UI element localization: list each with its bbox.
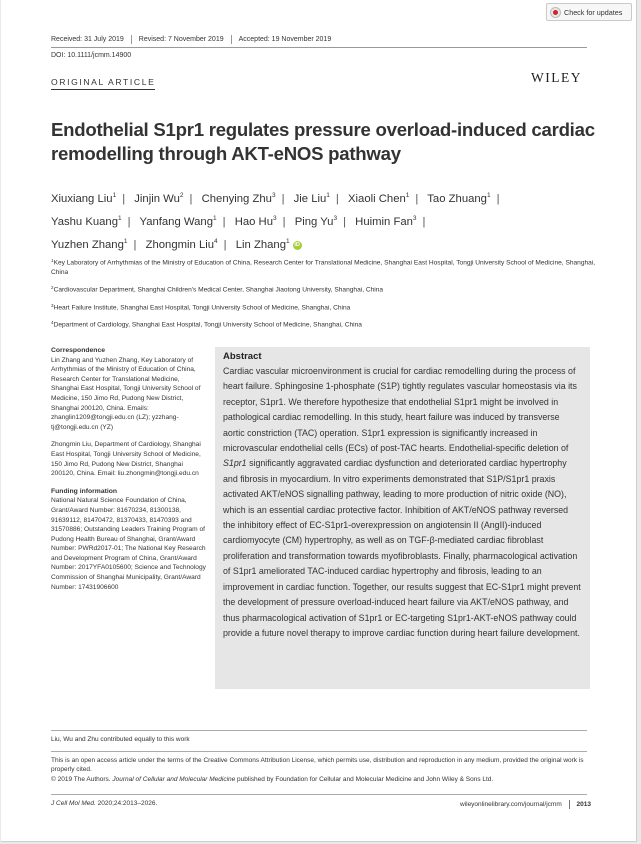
correspondence-text-2: Zhongmin Liu, Department of Cardiology, Shanghai East Hospital, Tongji University School of Medicine, 150 Jimo Rd, Pudong New District, Shanghai 200120, China. Email: liu.zhongmin@tongji.edu.cn bbox=[51, 441, 201, 478]
affiliation-text: Heart Failure Institute, Shanghai East Hospital, Tongji University School of Medicine, Shanghai, China bbox=[53, 304, 351, 312]
footer-separator bbox=[569, 800, 570, 809]
author-name[interactable] bbox=[348, 193, 409, 205]
author-affiliation-marker: 1 bbox=[326, 192, 330, 199]
affiliation-item bbox=[51, 283, 596, 295]
article-page bbox=[1, 0, 637, 842]
journal-abbrev: J Cell Mol Med. bbox=[51, 800, 96, 807]
author-name-text: Jinjin Wu bbox=[134, 193, 180, 205]
journal-url[interactable]: wileyonlinelibrary.com/journal/jcmm bbox=[459, 801, 562, 808]
author-name-text: Huimin Fan bbox=[355, 216, 413, 228]
license-text bbox=[51, 756, 591, 784]
author-name-text: Lin Zhang bbox=[235, 239, 286, 251]
correspondence-text: Lin Zhang and Yuzhen Zhang, Key Laboratory of Arrhythmias of the Ministry of Education of China, Research Center for Translational Medicine, Shanghai East Hospital, Tongji University School of Medicine, 150 Jimo Rd, Pudong New District, Shanghai 200120, China. Emails: zhanglin1209@tongji.edu.cn (LZ); yzzhang-tj@tongji.edu.cn (YZ) bbox=[51, 356, 201, 431]
author-separator: | bbox=[281, 193, 285, 205]
author-name-text: Ping Yu bbox=[294, 216, 334, 228]
author-name[interactable] bbox=[295, 216, 337, 228]
author-name-text: Hao Hu bbox=[234, 216, 273, 228]
article-dates bbox=[51, 35, 338, 44]
affiliations bbox=[51, 256, 596, 336]
author-name[interactable] bbox=[146, 239, 218, 251]
author-name-text: Chenying Zhu bbox=[201, 193, 272, 205]
author-affiliation-marker: 1 bbox=[112, 192, 117, 199]
author-affiliation-marker: 3 bbox=[412, 215, 417, 222]
author-affiliation-marker: 1 bbox=[285, 238, 290, 245]
affiliation-item bbox=[51, 256, 596, 277]
funding-heading: Funding information bbox=[51, 487, 118, 495]
author-name-text: Yuzhen Zhang bbox=[51, 239, 124, 251]
crossmark-icon bbox=[550, 7, 561, 18]
affiliation-text: Key Laboratory of Arrhythmias of the Ministry of Education of China, Research Center for Translational Medicine, Shanghai East Hospital, Tongji University School of Medicine, Shanghai, China bbox=[51, 259, 596, 276]
author-name[interactable] bbox=[202, 193, 276, 205]
author-name[interactable] bbox=[51, 216, 122, 228]
author-name[interactable] bbox=[51, 193, 116, 205]
abstract-heading: Abstract bbox=[223, 351, 262, 362]
license-divider bbox=[51, 751, 587, 752]
author-affiliation-marker: 1 bbox=[212, 215, 217, 222]
affiliation-number: 3 bbox=[51, 302, 54, 308]
author-separator: | bbox=[127, 216, 131, 228]
affiliation-item bbox=[51, 301, 596, 313]
copyright-pre: © 2019 The Authors. bbox=[51, 775, 113, 783]
author-affiliation-marker: 3 bbox=[273, 215, 277, 222]
affiliation-text: Cardiovascular Department, Shanghai Children's Medical Center, Shanghai Jiaotong University, Shanghai, China bbox=[53, 286, 384, 294]
author-name[interactable] bbox=[236, 239, 302, 251]
author-affiliation-marker: 3 bbox=[271, 192, 276, 199]
author-name-text: Tao Zhuang bbox=[427, 193, 487, 205]
affiliation-number: 2 bbox=[51, 284, 54, 290]
affiliation-text: Department of Cardiology, Shanghai East Hospital, Tongji University School of Medicine, Shanghai, China bbox=[53, 321, 362, 329]
correspondence-section bbox=[51, 346, 207, 432]
author-name-text: Yashu Kuang bbox=[51, 216, 118, 228]
footer-right bbox=[460, 800, 591, 809]
affiliation-number: 1 bbox=[51, 258, 54, 263]
author-separator: | bbox=[415, 193, 419, 205]
author-affiliation-marker: 3 bbox=[333, 215, 338, 222]
contribution-note: Liu, Wu and Zhu contributed equally to this work bbox=[51, 736, 190, 743]
author-separator: | bbox=[122, 193, 126, 205]
author-name[interactable] bbox=[140, 216, 217, 228]
citation-details: 2020;24:2013–2026. bbox=[95, 800, 158, 807]
abstract-part-2: significantly aggravated cardiac dysfunction and deteriorated cardiac hypertrophy and fibrosis in myocardium. In vitro experiments demonstrated that S1P/S1pr1 praxis activated AKT/eNOS signalling pathway, leading to more production of nitric oxide (NO), which is an essential cardiac protective factor. Inhibition of AKT/eNOS pathway reversed the inhibitory effect of EC-S1pr1-overexpression on angiotensin II (AngII)-induced cardiomyocyte (CM) hypertrophy, as well as on TGF-β-mediated cardiac fibroblast proliferation and transformation towards myofibroblasts. Finally, pharmacological activation of S1pr1 ameliorated TAC-induced cardiac hypertrophy and fibrosis, leading to an improvement in cardiac function. Together, our results suggest that EC-S1pr1 might prevent the development of pressure overload-induced heart failure via AKT/eNOS pathway, and thus pharmacological activation of S1pr1 or EC-targeting S1pr1-AKT-eNOS pathway could provide a future novel therapy to improve cardiac function during heart failure development. bbox=[223, 458, 581, 638]
author-name-text: Xiuxiang Liu bbox=[51, 193, 113, 205]
author-separator: | bbox=[496, 193, 500, 205]
author-separator: | bbox=[335, 193, 339, 205]
abstract-gene-name: S1pr1 bbox=[223, 458, 247, 469]
journal-name: Journal of Cellular and Molecular Medicine bbox=[112, 775, 236, 783]
author-affiliation-marker: 1 bbox=[123, 238, 128, 245]
doi[interactable]: DOI: 10.1111/jcmm.14900 bbox=[51, 52, 132, 59]
author-name[interactable] bbox=[427, 193, 490, 205]
accepted-date: Accepted: 19 November 2019 bbox=[231, 35, 339, 44]
correspondence-heading: Correspondence bbox=[51, 347, 106, 354]
author-affiliation-marker: 1 bbox=[118, 215, 122, 222]
article-title: Endothelial S1pr1 regulates pressure overload-induced cardiac remodelling through AKT-eNOS pathway bbox=[51, 119, 595, 164]
correspondence-section-2 bbox=[51, 440, 207, 478]
orcid-icon[interactable]: iD bbox=[294, 242, 300, 248]
page-number: 2013 bbox=[576, 801, 591, 808]
affiliation-item bbox=[51, 318, 596, 330]
author-name[interactable] bbox=[294, 193, 330, 205]
abstract-box bbox=[215, 347, 590, 689]
author-separator: | bbox=[222, 216, 226, 228]
author-name[interactable] bbox=[51, 239, 128, 251]
sidebar-info bbox=[51, 346, 207, 600]
article-type: ORIGINAL ARTICLE bbox=[51, 77, 155, 90]
affiliation-number: 4 bbox=[51, 320, 54, 326]
copyright-statement bbox=[51, 775, 591, 784]
author-name[interactable] bbox=[355, 216, 416, 228]
page-footer bbox=[51, 800, 591, 809]
received-date: Received: 31 July 2019 bbox=[51, 36, 124, 43]
author-separator: | bbox=[133, 239, 137, 251]
author-list bbox=[51, 186, 599, 255]
author-separator: | bbox=[422, 216, 426, 228]
author-separator: | bbox=[189, 193, 193, 205]
revised-date: Revised: 7 November 2019 bbox=[131, 35, 231, 44]
author-affiliation-marker: 4 bbox=[214, 238, 218, 245]
funding-text: National Natural Science Foundation of China, Grant/Award Number: 81670234, 81300138, 91639112, 81470472, 81370433, 81470393 and 31570886; Outstanding Leaders Training Program of Pudong Health Bureau of Shanghai, Grant/Award Number: PWRd2017-01; The National Key Research and Development Program of China, Grant/Award Number: 2017YFA0105600; Science and Technology Commission of Shanghai Municipality, Grant/Award Number: 17431906600 bbox=[51, 497, 206, 591]
author-separator: | bbox=[343, 216, 347, 228]
author-affiliation-marker: 1 bbox=[486, 192, 491, 199]
author-name-text: Jie Liu bbox=[293, 193, 327, 205]
author-name-text: Yanfang Wang bbox=[139, 216, 213, 228]
author-separator: | bbox=[282, 216, 286, 228]
author-separator: | bbox=[223, 239, 227, 251]
author-name-text: Zhongmin Liu bbox=[145, 239, 215, 251]
copyright-post: published by Foundation for Cellular and Molecular Medicine and John Wiley & Sons Ltd. bbox=[235, 775, 494, 783]
publisher-logo: WILEY bbox=[531, 70, 582, 85]
funding-section bbox=[51, 487, 207, 593]
author-name[interactable] bbox=[235, 216, 277, 228]
author-affiliation-marker: 2 bbox=[179, 192, 184, 199]
abstract-part-1: Cardiac vascular microenvironment is crucial for cardiac remodelling during the process of heart failure. Sphingosine 1-phosphate (S1P) tightly regulates vascular homeostasis via its receptor, S1pr1. We therefore hypothesize that endothelial S1pr1 might be involved in pathological cardiac remodelling. In this study, heart failure was induced by transverse aortic constriction (TAC) operation. S1pr1 expression is significantly increased in microvascular endothelial cells (ECs) of post-TAC hearts. Endothelial-specific deletion of bbox=[223, 366, 577, 454]
header-divider bbox=[51, 47, 587, 48]
footer-divider bbox=[51, 794, 587, 795]
author-name-text: Xiaoli Chen bbox=[348, 193, 406, 205]
author-affiliation-marker: 1 bbox=[405, 192, 410, 199]
check-for-updates-label: Check for updates bbox=[564, 7, 623, 17]
journal-citation bbox=[51, 800, 157, 809]
author-name[interactable] bbox=[134, 193, 183, 205]
check-for-updates-button[interactable] bbox=[546, 3, 632, 21]
abstract-text bbox=[223, 364, 582, 641]
footnote-divider bbox=[51, 730, 587, 731]
license-statement: This is an open access article under the terms of the Creative Commons Attribution License, which permits use, distribution and reproduction in any medium, provided the original work is properly cited. bbox=[51, 757, 584, 774]
